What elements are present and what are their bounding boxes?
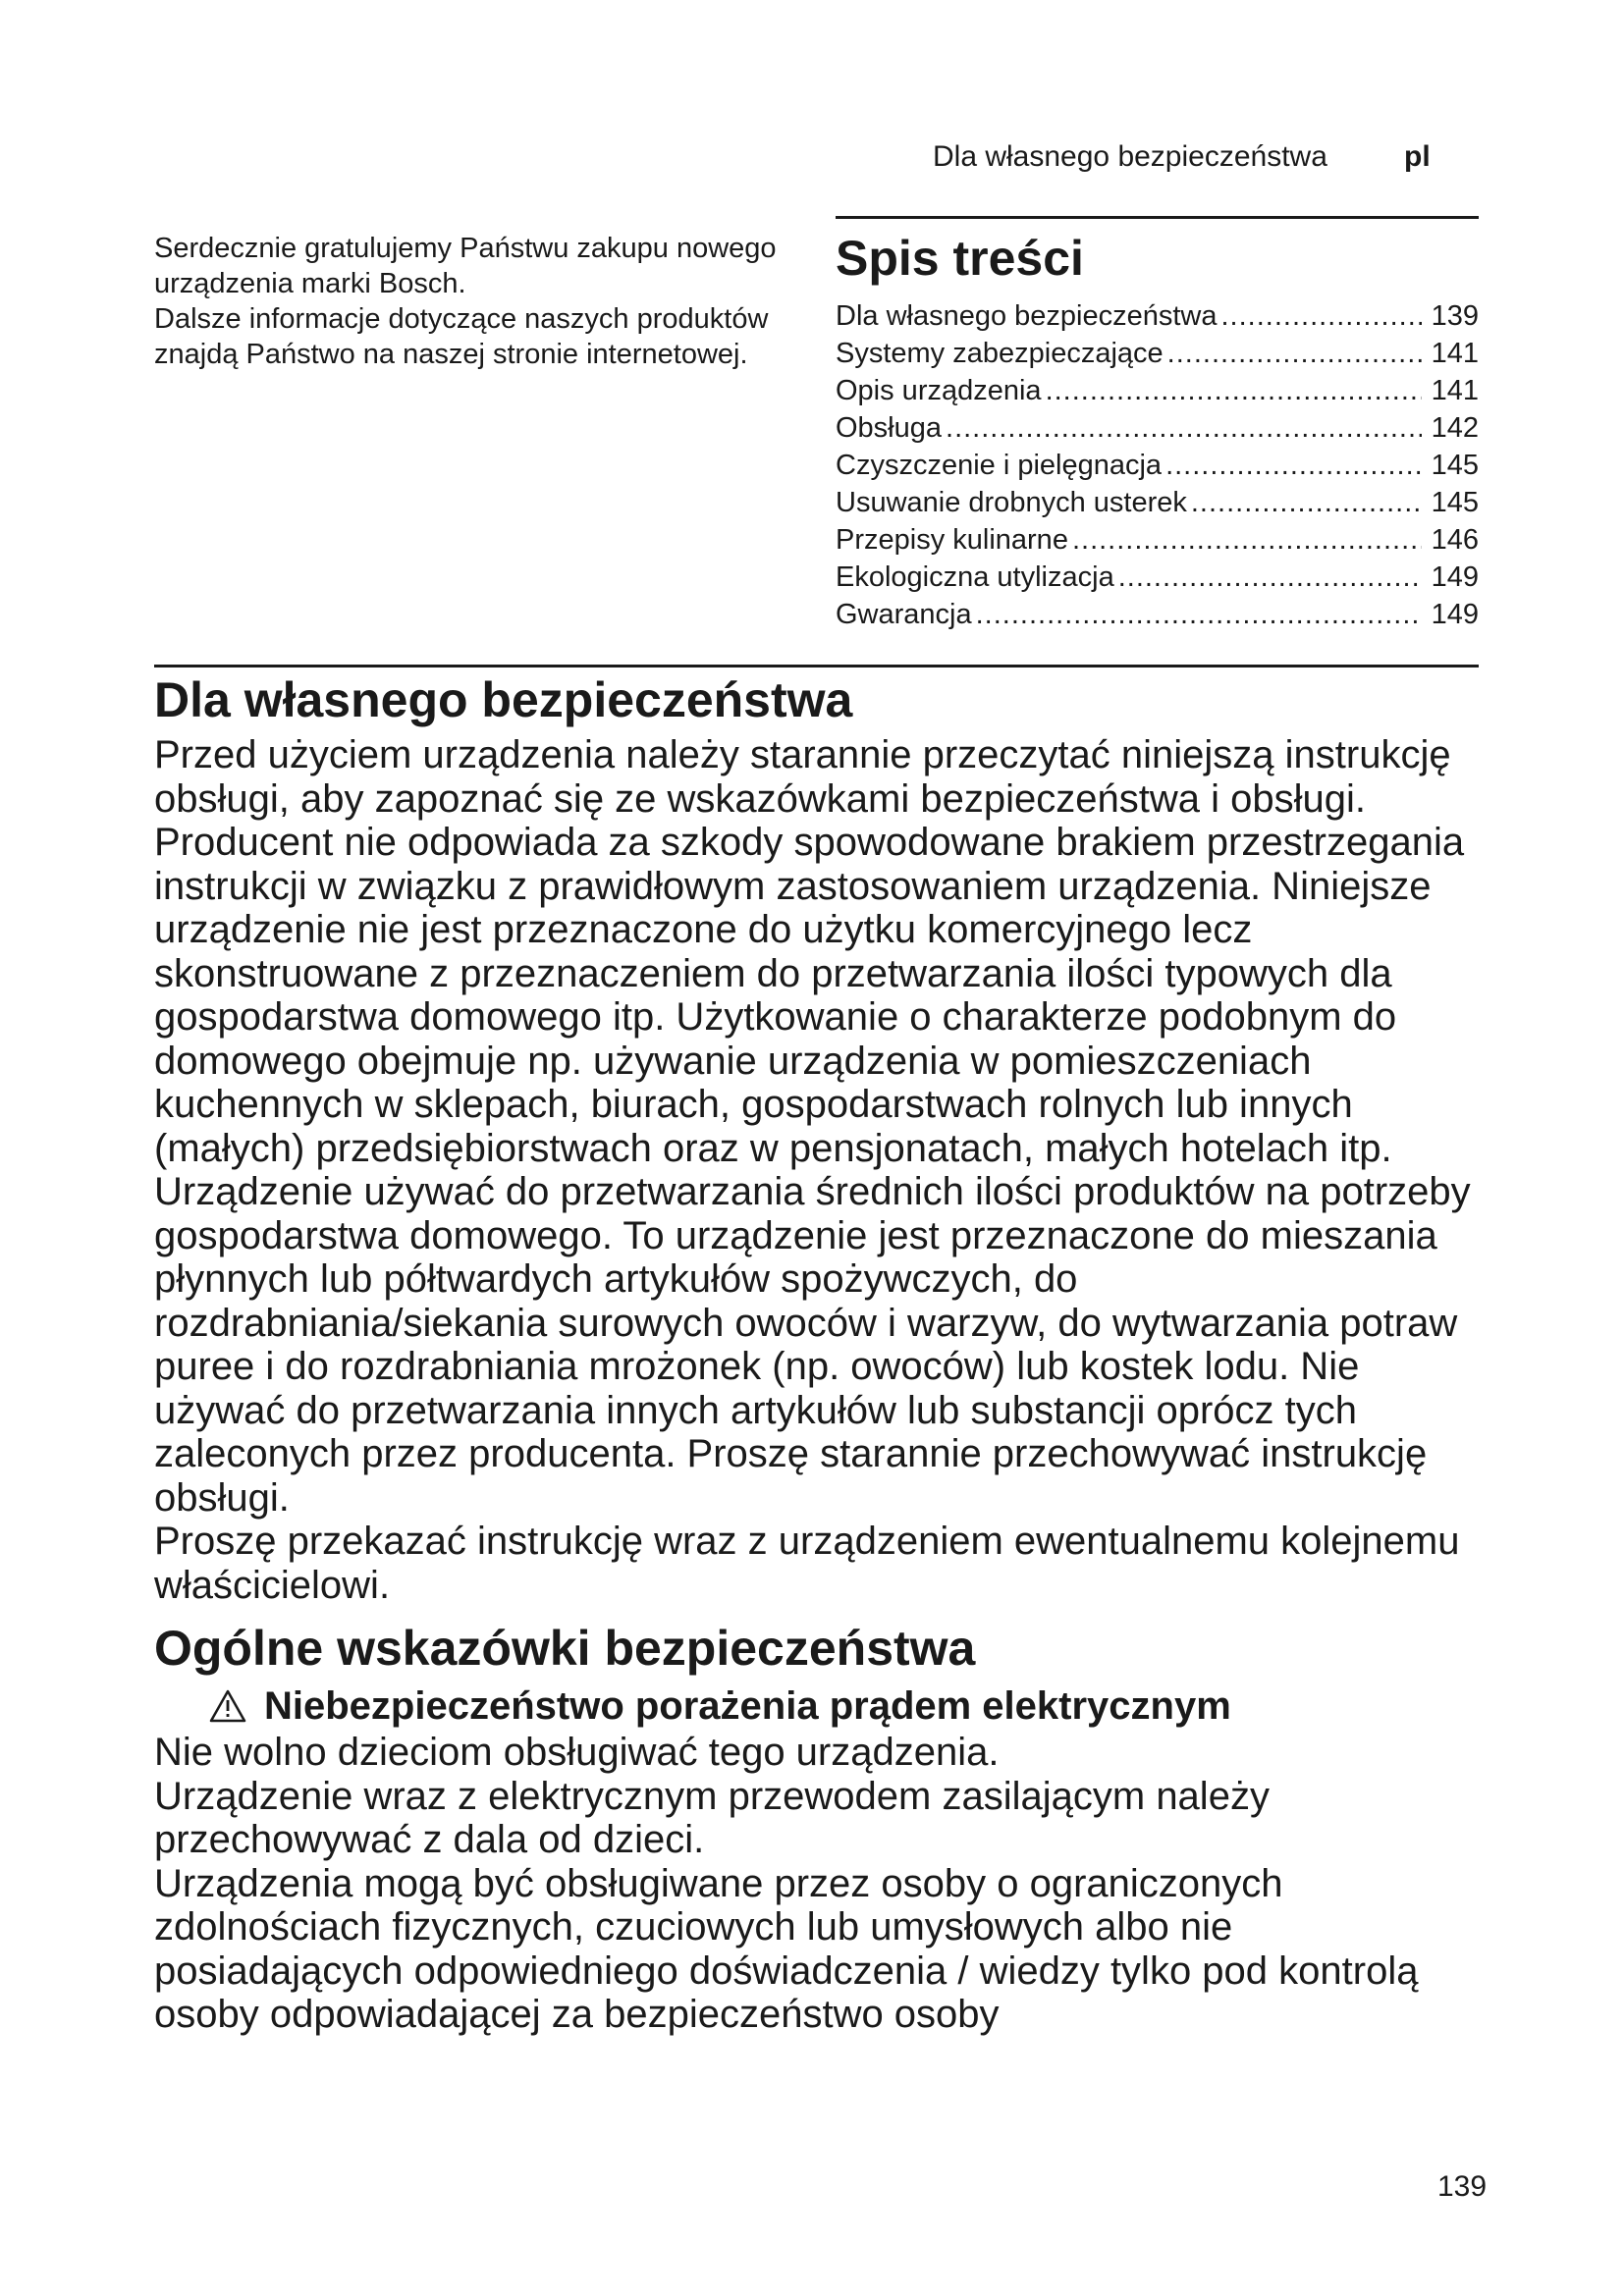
toc-leader-dots <box>1221 297 1423 335</box>
toc-item-page: 149 <box>1431 599 1479 630</box>
toc-item-label: Przepisy kulinarne <box>836 524 1068 556</box>
toc-item-label: Systemy zabezpieczające <box>836 338 1164 369</box>
toc-leader-dots <box>1165 447 1422 484</box>
section-divider <box>154 665 1479 667</box>
toc-item[interactable] <box>836 521 1479 559</box>
body-paragraph: Przed użyciem urządzenia należy starannie przeczytać niniejszą instrukcję obsługi, aby zapoznać się ze wskazówkami bezpieczeństwa i obsługi. <box>154 733 1451 821</box>
section-heading-general-safety: Ogólne wskazówki bezpieczeństwa <box>154 1621 976 1676</box>
toc-item-page: 141 <box>1431 375 1479 406</box>
toc-item-label: Ekologiczna utylizacja <box>836 561 1114 593</box>
toc-item[interactable] <box>836 559 1479 596</box>
toc-leader-dots <box>1046 372 1422 409</box>
toc-leader-dots <box>946 409 1422 447</box>
body-paragraph: Nie wolno dzieciom obsługiwać tego urządzenia. <box>154 1731 1000 1774</box>
page-number: 139 <box>1437 2170 1488 2203</box>
intro-paragraph: Serdecznie gratulujemy Państwu zakupu nowego urządzenia marki Bosch. <box>154 233 777 299</box>
warning-heading <box>209 1682 1479 1731</box>
toc-item-label: Opis urządzenia <box>836 375 1042 406</box>
toc-item-page: 142 <box>1431 412 1479 444</box>
toc-item-label: Gwarancja <box>836 599 972 630</box>
toc-item-page: 145 <box>1431 487 1479 518</box>
toc-item-page: 145 <box>1431 450 1479 481</box>
body-paragraph: Producent nie odpowiada za szkody spowodowane brakiem przestrzegania instrukcji w związku z prawidłowym zastosowaniem urządzenia. Niniejsze urządzenie nie jest przeznaczone do użytku komercyjnego lecz skonstruowane z przeznaczeniem do przetwarzania ilości typowych dla gospodarstwa domowego itp. Użytkowanie o charakterze podobnym do domowego obejmuje np. używanie urządzenia w pomieszczeniach kuchennych w sklepach, biurach, gospodarstwach rolnych lub innych (małych) przedsiębiorstwach oraz w pensjonatach, małych hotelach itp. <box>154 821 1465 1170</box>
body-paragraph: Urządzenia mogą być obsługiwane przez osoby o ograniczonych zdolnościach fizycznych, czuciowych lub umysłowych albo nie posiadających odpowiedniego doświadczenia / wiedzy tylko pod kontrolą osoby odpowiadającej za bezpieczeństwo osoby <box>154 1861 1419 2036</box>
toc-item[interactable] <box>836 335 1479 372</box>
toc-leader-dots <box>1191 484 1422 521</box>
toc-item-label: Dla własnego bezpieczeństwa <box>836 300 1218 332</box>
table-of-contents <box>836 216 1479 633</box>
toc-item-page: 149 <box>1431 561 1479 593</box>
toc-item[interactable] <box>836 409 1479 447</box>
running-header-title: Dla własnego bezpieczeństwa <box>933 140 1327 173</box>
toc-item-page: 146 <box>1431 524 1479 556</box>
body-paragraph: Proszę przekazać instrukcję wraz z urządzeniem ewentualnemu kolejnemu właścicielowi. <box>154 1520 1460 1607</box>
toc-item-label: Usuwanie drobnych usterek <box>836 487 1187 518</box>
toc-item-page: 141 <box>1431 338 1479 369</box>
language-code: pl <box>1404 140 1431 173</box>
section-heading-safety: Dla własnego bezpieczeństwa <box>154 672 853 727</box>
toc-leader-dots <box>976 596 1422 633</box>
intro-text <box>154 231 802 372</box>
main-content <box>154 670 1479 2037</box>
toc-title: Spis treści <box>836 231 1084 286</box>
intro-paragraph: Dalsze informacje dotyczące naszych produktów znajdą Państwo na naszej stronie internetowej. <box>154 303 769 370</box>
toc-list <box>836 297 1479 633</box>
toc-item[interactable] <box>836 297 1479 335</box>
toc-item-page: 139 <box>1431 300 1479 332</box>
toc-leader-dots <box>1118 559 1422 596</box>
body-paragraph: Urządzenie wraz z elektrycznym przewodem zasilającym należy przechowywać z dala od dzieci. <box>154 1774 1270 1861</box>
toc-item[interactable] <box>836 484 1479 521</box>
toc-item-label: Czyszczenie i pielęgnacja <box>836 450 1163 481</box>
toc-item[interactable] <box>836 596 1479 633</box>
body-paragraph: Urządzenie używać do przetwarzania średnich ilości produktów na potrzeby gospodarstwa domowego. To urządzenie jest przeznaczone do mieszania płynnych lub półtwardych artykułów spożywczych, do rozdrabniania/siekania surowych owoców i warzyw, do wytwarzania potraw puree i do rozdrabniania mrożonek (np. owoców) lub kostek lodu. Nie używać do przetwarzania innych artykułów lub substancji oprócz tych zaleconych przez producenta. Proszę starannie przechowywać instrukcję obsługi. <box>154 1170 1471 1520</box>
toc-leader-dots <box>1072 521 1422 559</box>
warning-triangle-icon <box>209 1689 246 1723</box>
toc-item[interactable] <box>836 372 1479 409</box>
warning-title: Niebezpieczeństwo porażenia prądem elektrycznym <box>264 1684 1231 1728</box>
toc-item[interactable] <box>836 447 1479 484</box>
toc-leader-dots <box>1167 335 1422 372</box>
toc-item-label: Obsługa <box>836 412 943 444</box>
